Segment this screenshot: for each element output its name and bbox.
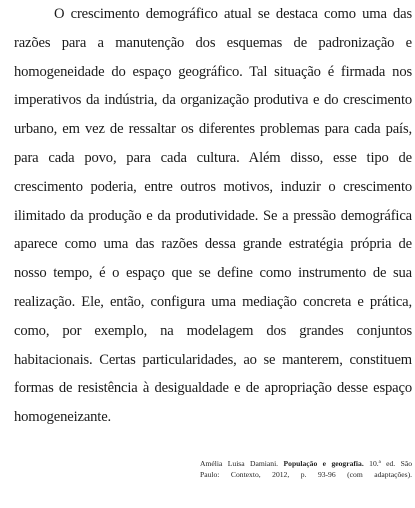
- paragraph-line: habitacionais. Certas particularidades, ao se manterem, constituem: [14, 351, 412, 368]
- paragraph-line: ilimitado da produção e da produtividade. Se a pressão demográfica: [14, 207, 412, 224]
- paragraph-line: razões para a manutenção dos esquemas de padronização e: [14, 34, 412, 51]
- text-body: [14, 0, 412, 432]
- citation-line-1: [200, 459, 412, 470]
- source-citation: [200, 459, 412, 480]
- paragraph-line: imperativos da indústria, da organização produtiva e do crescimento: [14, 92, 412, 109]
- paragraph-line: homogeneidade do espaço geográfico. Tal situação é firmada nos: [14, 63, 412, 80]
- paragraph-line: urbano, em vez de ressaltar os diferentes problemas para cada país,: [14, 121, 412, 138]
- paragraph-line: O crescimento demográfico atual se destaca como uma das: [54, 6, 412, 22]
- paragraph-line: crescimento poderia, entre outros motivos, induzir o crescimento: [14, 178, 412, 195]
- paragraph-line: realização. Ele, então, configura uma mediação concreta e prática,: [14, 293, 412, 310]
- paragraph-line: para cada povo, para cada cultura. Além disso, esse tipo de: [14, 149, 412, 166]
- paragraph-line: homogeneizante.: [14, 409, 112, 426]
- paragraph-line: nosso tempo, é o espaço que se define como instrumento de sua: [14, 265, 412, 282]
- paragraph-line: formas de resistência à desigualdade e de apropriação desse espaço: [14, 380, 412, 397]
- paragraph-line: como, por exemplo, na modelagem dos grandes conjuntos: [14, 322, 412, 339]
- citation-title: População e geografia.: [283, 459, 364, 468]
- citation-line-2: Paulo: Contexto, 2012, p. 93-96 (com adaptações).: [200, 469, 412, 479]
- paragraph-line: aparece como uma das razões dessa grande estratégia própria de: [14, 236, 412, 253]
- citation-author: Amélia Luisa Damiani.: [200, 459, 279, 468]
- citation-edition: 10.ª ed. São: [369, 459, 413, 468]
